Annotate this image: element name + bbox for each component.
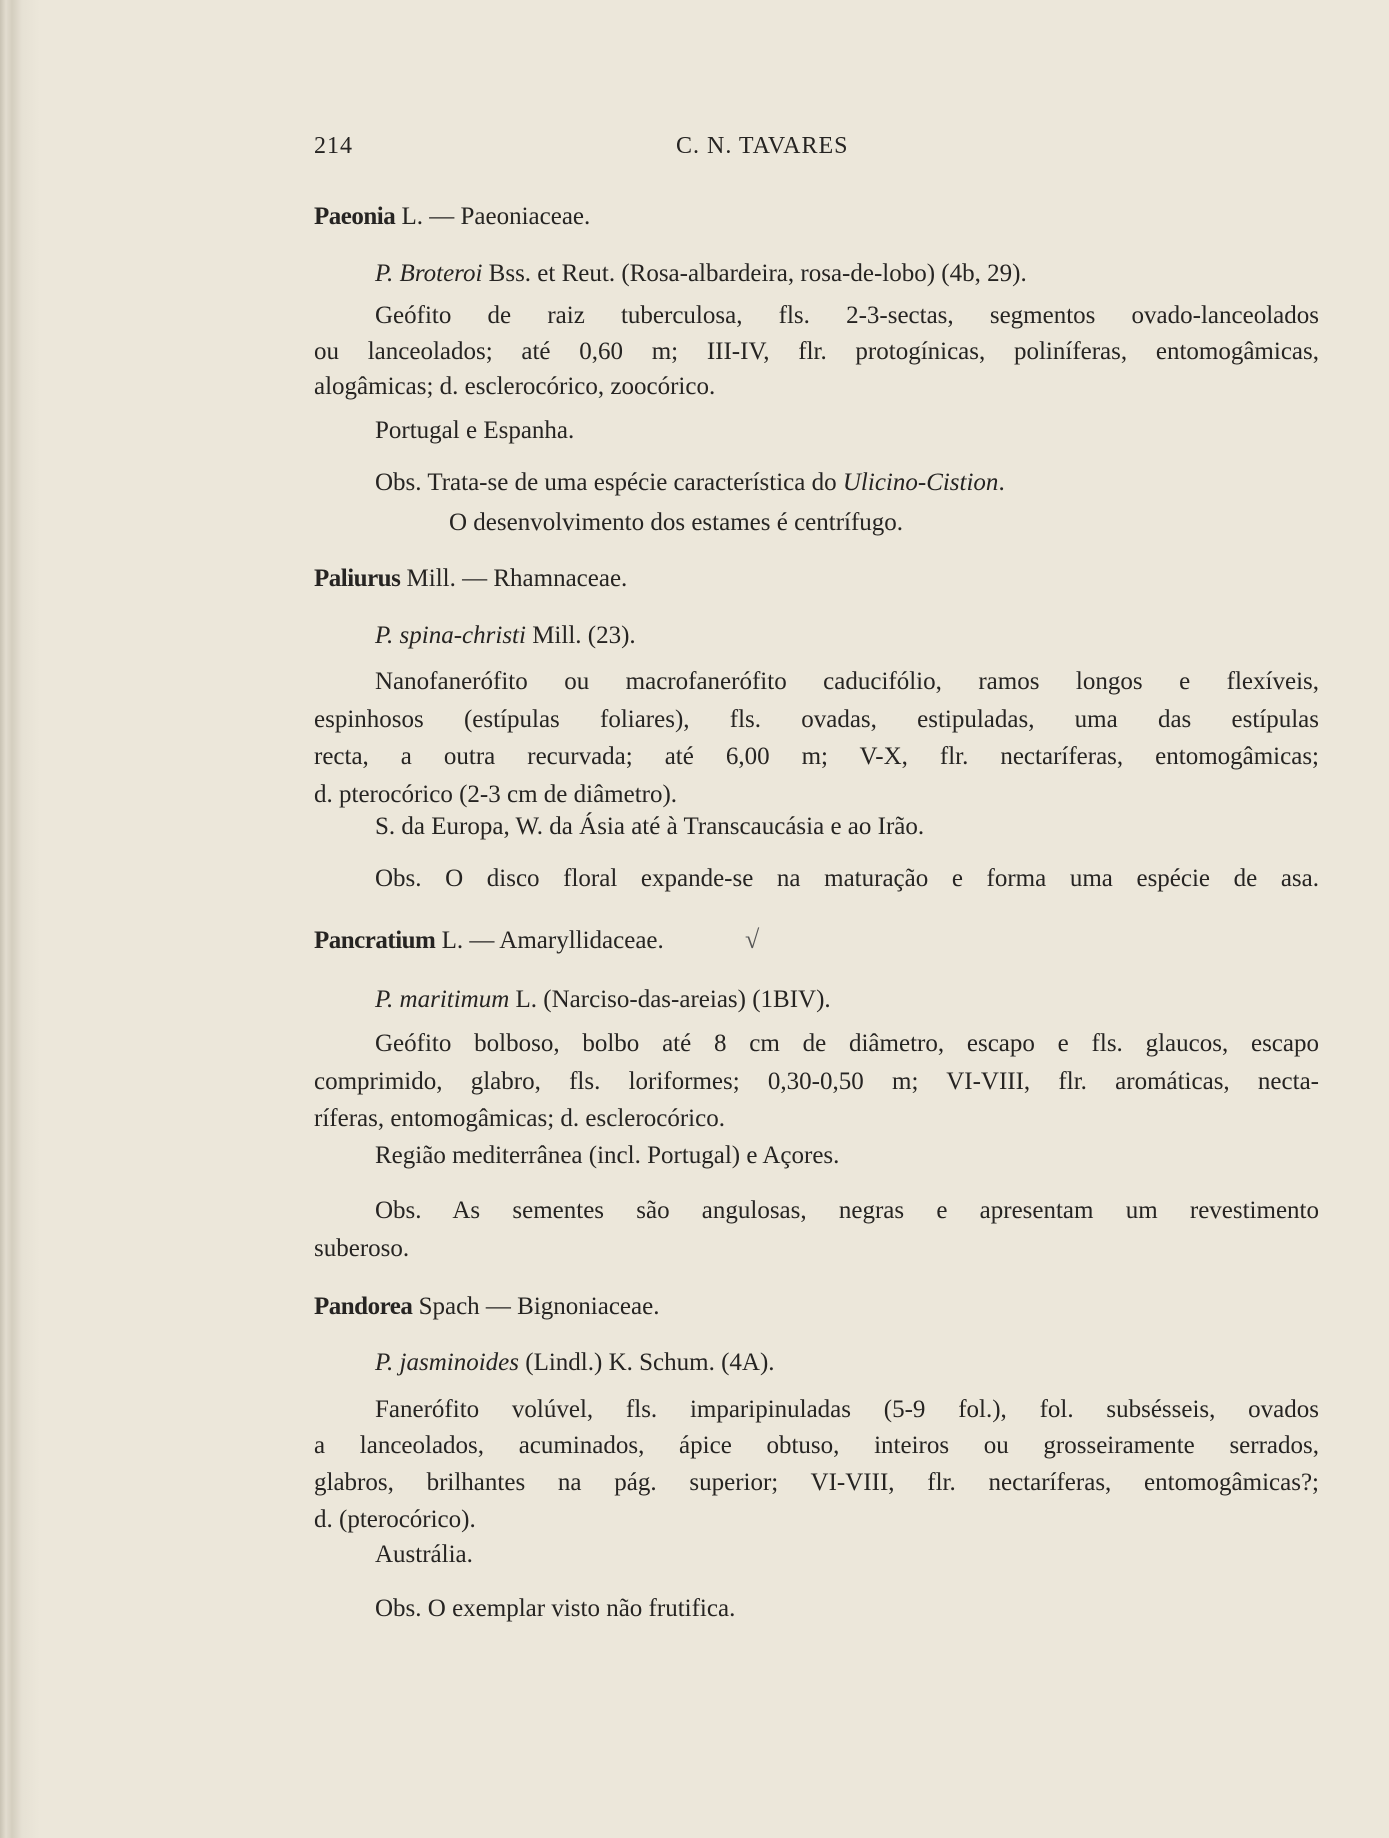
genus-name: Paliurus	[314, 565, 401, 592]
species-authority: Bss. et Reut. (Rosa-albardeira, rosa-de-lobo) (4b, 29).	[488, 260, 1027, 287]
obs-text: Obs. Trata-se de uma espécie característica do	[375, 469, 843, 496]
description-line: recta, a outra recurvada; até 6,00 m; V-X, flr. nectaríferas, entomogâmicas;	[314, 743, 1319, 770]
species-heading	[375, 618, 1319, 654]
species-authority: L. (Narciso-das-areias) (1BIV).	[515, 986, 831, 1013]
species-heading	[375, 256, 1319, 292]
species-name: P. maritimum	[375, 986, 510, 1013]
description-line: ríferas, entomogâmicas; d. esclerocórico.	[314, 1105, 725, 1132]
observation	[375, 465, 1319, 501]
obs-italic: Ulicino-Cistion	[842, 469, 999, 496]
distribution: Região mediterrânea (incl. Portugal) e Açores.	[375, 1142, 840, 1169]
observation: Obs. O disco floral expande-se na maturação e forma uma espécie de asa.	[375, 865, 1319, 892]
genus-heading	[314, 561, 1319, 597]
description-line: Geófito de raiz tuberculosa, fls. 2-3-sectas, segmentos ovado-lanceolados	[375, 302, 1319, 329]
species-heading	[375, 1345, 1319, 1381]
observation-continued: O desenvolvimento dos estames é centrífugo.	[449, 509, 904, 536]
distribution: Austrália.	[375, 1541, 473, 1568]
species-authority: (Lindl.) K. Schum. (4A).	[525, 1349, 775, 1376]
observation: Obs. O exemplar visto não frutifica.	[375, 1595, 736, 1622]
description-line: a lanceolados, acuminados, ápice obtuso, inteiros ou grosseiramente serrados,	[314, 1432, 1319, 1459]
genus-heading	[314, 1289, 1319, 1325]
genus-name: Pancratium	[314, 927, 436, 954]
description-line: Geófito bolboso, bolbo até 8 cm de diâmetro, escapo e fls. glaucos, escapo	[375, 1030, 1319, 1057]
book-binding-shadow	[0, 0, 40, 1838]
genus-name: Pandorea	[314, 1293, 413, 1320]
genus-family: Mill. — Rhamnaceae.	[406, 565, 628, 592]
handwritten-checkmark: √	[745, 925, 760, 954]
description-line: alogâmicas; d. esclerocórico, zoocórico.	[314, 373, 716, 400]
genus-heading	[314, 199, 1319, 235]
distribution: S. da Europa, W. da Ásia até à Transcaucásia e ao Irão.	[375, 813, 925, 840]
description-line: glabros, brilhantes na pág. superior; VI-VIII, flr. nectaríferas, entomogâmicas?;	[314, 1469, 1319, 1496]
description-line: espinhosos (estípulas foliares), fls. ovadas, estipuladas, uma das estípulas	[314, 706, 1319, 733]
genus-family: Spach — Bignoniaceae.	[418, 1293, 660, 1320]
description-line: comprimido, glabro, fls. loriformes; 0,30-0,50 m; VI-VIII, flr. aromáticas, necta-	[314, 1068, 1319, 1095]
species-name: P. jasminoides	[375, 1349, 519, 1376]
description-line: d. (pterocórico).	[314, 1506, 476, 1533]
species-name: P. spina-christi	[375, 622, 526, 649]
genus-family: L. — Amaryllidaceae.	[441, 927, 664, 954]
description-line: Nanofanerófito ou macrofanerófito caducifólio, ramos longos e flexíveis,	[375, 668, 1319, 695]
description-line: d. pterocórico (2-3 cm de diâmetro).	[314, 781, 678, 808]
description-line: ou lanceolados; até 0,60 m; III-IV, flr. protogínicas, poliníferas, entomogâmicas,	[314, 338, 1319, 365]
species-name: P. Broteroi	[375, 260, 483, 287]
observation: Obs. As sementes são angulosas, negras e apresentam um revestimento	[375, 1197, 1319, 1224]
species-heading	[375, 982, 1319, 1018]
obs-end: .	[998, 469, 1005, 496]
description-line: Fanerófito volúvel, fls. imparipinuladas (5-9 fol.), fol. subsésseis, ovados	[375, 1396, 1319, 1423]
genus-name: Paeonia	[314, 203, 396, 230]
distribution: Portugal e Espanha.	[375, 417, 575, 444]
species-authority: Mill. (23).	[532, 622, 636, 649]
genus-heading	[314, 923, 1319, 959]
page-number: 214	[314, 133, 353, 159]
genus-family: L. — Paeoniaceae.	[401, 203, 591, 230]
observation-continued: suberoso.	[314, 1235, 410, 1262]
running-header-author: C. N. TAVARES	[676, 133, 849, 159]
